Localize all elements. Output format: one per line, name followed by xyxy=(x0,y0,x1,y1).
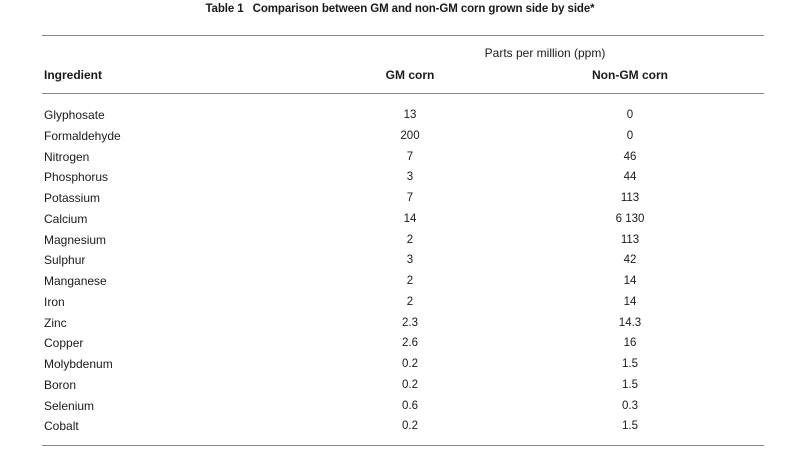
table-row xyxy=(0,230,800,251)
ingredient-cell: Boron xyxy=(44,377,77,392)
table-title: Comparison between GM and non-GM corn grown side by side* xyxy=(252,3,595,15)
table-row xyxy=(0,333,800,354)
ingredient-cell: Calcium xyxy=(44,211,88,226)
bottom-rule xyxy=(42,445,764,446)
gm-value-cell: 0.2 xyxy=(402,358,418,370)
ingredient-cell: Selenium xyxy=(44,398,95,413)
ingredient-cell: Nitrogen xyxy=(44,149,90,164)
ingredient-cell: Copper xyxy=(44,336,84,351)
table-caption xyxy=(0,3,800,15)
gm-value-cell: 0.2 xyxy=(402,378,418,391)
table-number: Table 1 xyxy=(205,3,244,15)
header-non-gm-corn: Non-GM corn xyxy=(592,68,668,82)
gm-value-cell: 2.6 xyxy=(402,337,418,350)
gm-value-cell: 2 xyxy=(406,295,414,308)
non-gm-value-cell: 1.5 xyxy=(622,358,638,370)
ingredient-cell: Cobalt xyxy=(44,419,79,434)
header-gm-corn: GM corn xyxy=(385,68,435,82)
table-row xyxy=(0,188,800,209)
non-gm-value-cell: 113 xyxy=(620,192,640,204)
non-gm-value-cell: 6 130 xyxy=(615,212,645,225)
ingredient-cell: Glyphosate xyxy=(44,108,105,122)
table-body xyxy=(0,105,800,437)
non-gm-value-cell: 0 xyxy=(626,109,634,121)
ingredient-cell: Molybdenum xyxy=(44,357,113,371)
units-spanner: Parts per million (ppm) xyxy=(484,46,606,60)
non-gm-value-cell: 0 xyxy=(626,129,634,142)
gm-value-cell: 7 xyxy=(406,192,414,204)
gm-value-cell: 2.3 xyxy=(402,316,418,329)
gm-value-cell: 200 xyxy=(400,129,420,142)
ingredient-cell: Potassium xyxy=(44,191,101,205)
ingredient-cell: Sulphur xyxy=(44,253,86,268)
table-row xyxy=(0,147,800,168)
table-row xyxy=(0,354,800,375)
gm-value-cell: 2 xyxy=(406,275,414,287)
gm-value-cell: 7 xyxy=(406,150,414,163)
table-row xyxy=(0,313,800,334)
gm-value-cell: 0.6 xyxy=(402,399,418,412)
table-row xyxy=(0,396,800,417)
ingredient-cell: Formaldehyde xyxy=(44,128,121,143)
non-gm-value-cell: 113 xyxy=(620,233,640,246)
header-rule xyxy=(42,93,764,94)
gm-value-cell: 2 xyxy=(406,233,414,246)
gm-value-cell: 3 xyxy=(406,171,414,184)
ingredient-cell: Manganese xyxy=(44,274,107,288)
header-ingredient: Ingredient xyxy=(44,68,103,82)
gm-value-cell: 0.2 xyxy=(402,420,418,433)
top-rule xyxy=(42,35,764,36)
table-row xyxy=(0,250,800,271)
ingredient-cell: Magnesium xyxy=(44,232,107,247)
table-row xyxy=(0,126,800,147)
ingredient-cell: Zinc xyxy=(44,315,67,330)
non-gm-value-cell: 14 xyxy=(623,295,637,308)
non-gm-value-cell: 14 xyxy=(623,275,637,287)
table-row xyxy=(0,375,800,396)
table-row xyxy=(0,292,800,313)
table-row xyxy=(0,105,800,126)
non-gm-value-cell: 0.3 xyxy=(622,399,638,412)
table-row xyxy=(0,416,800,437)
gm-value-cell: 13 xyxy=(403,109,417,121)
non-gm-value-cell: 1.5 xyxy=(622,378,638,391)
non-gm-value-cell: 16 xyxy=(623,337,637,350)
non-gm-value-cell: 46 xyxy=(623,150,637,163)
table-row xyxy=(0,167,800,188)
non-gm-value-cell: 42 xyxy=(623,254,637,267)
non-gm-value-cell: 44 xyxy=(623,171,637,184)
ingredient-cell: Iron xyxy=(44,294,65,309)
ingredient-cell: Phosphorus xyxy=(44,170,109,185)
non-gm-value-cell: 14.3 xyxy=(618,316,642,329)
table-row xyxy=(0,209,800,230)
gm-value-cell: 14 xyxy=(403,212,417,225)
table-row xyxy=(0,271,800,292)
non-gm-value-cell: 1.5 xyxy=(622,420,638,433)
gm-value-cell: 3 xyxy=(406,254,414,267)
